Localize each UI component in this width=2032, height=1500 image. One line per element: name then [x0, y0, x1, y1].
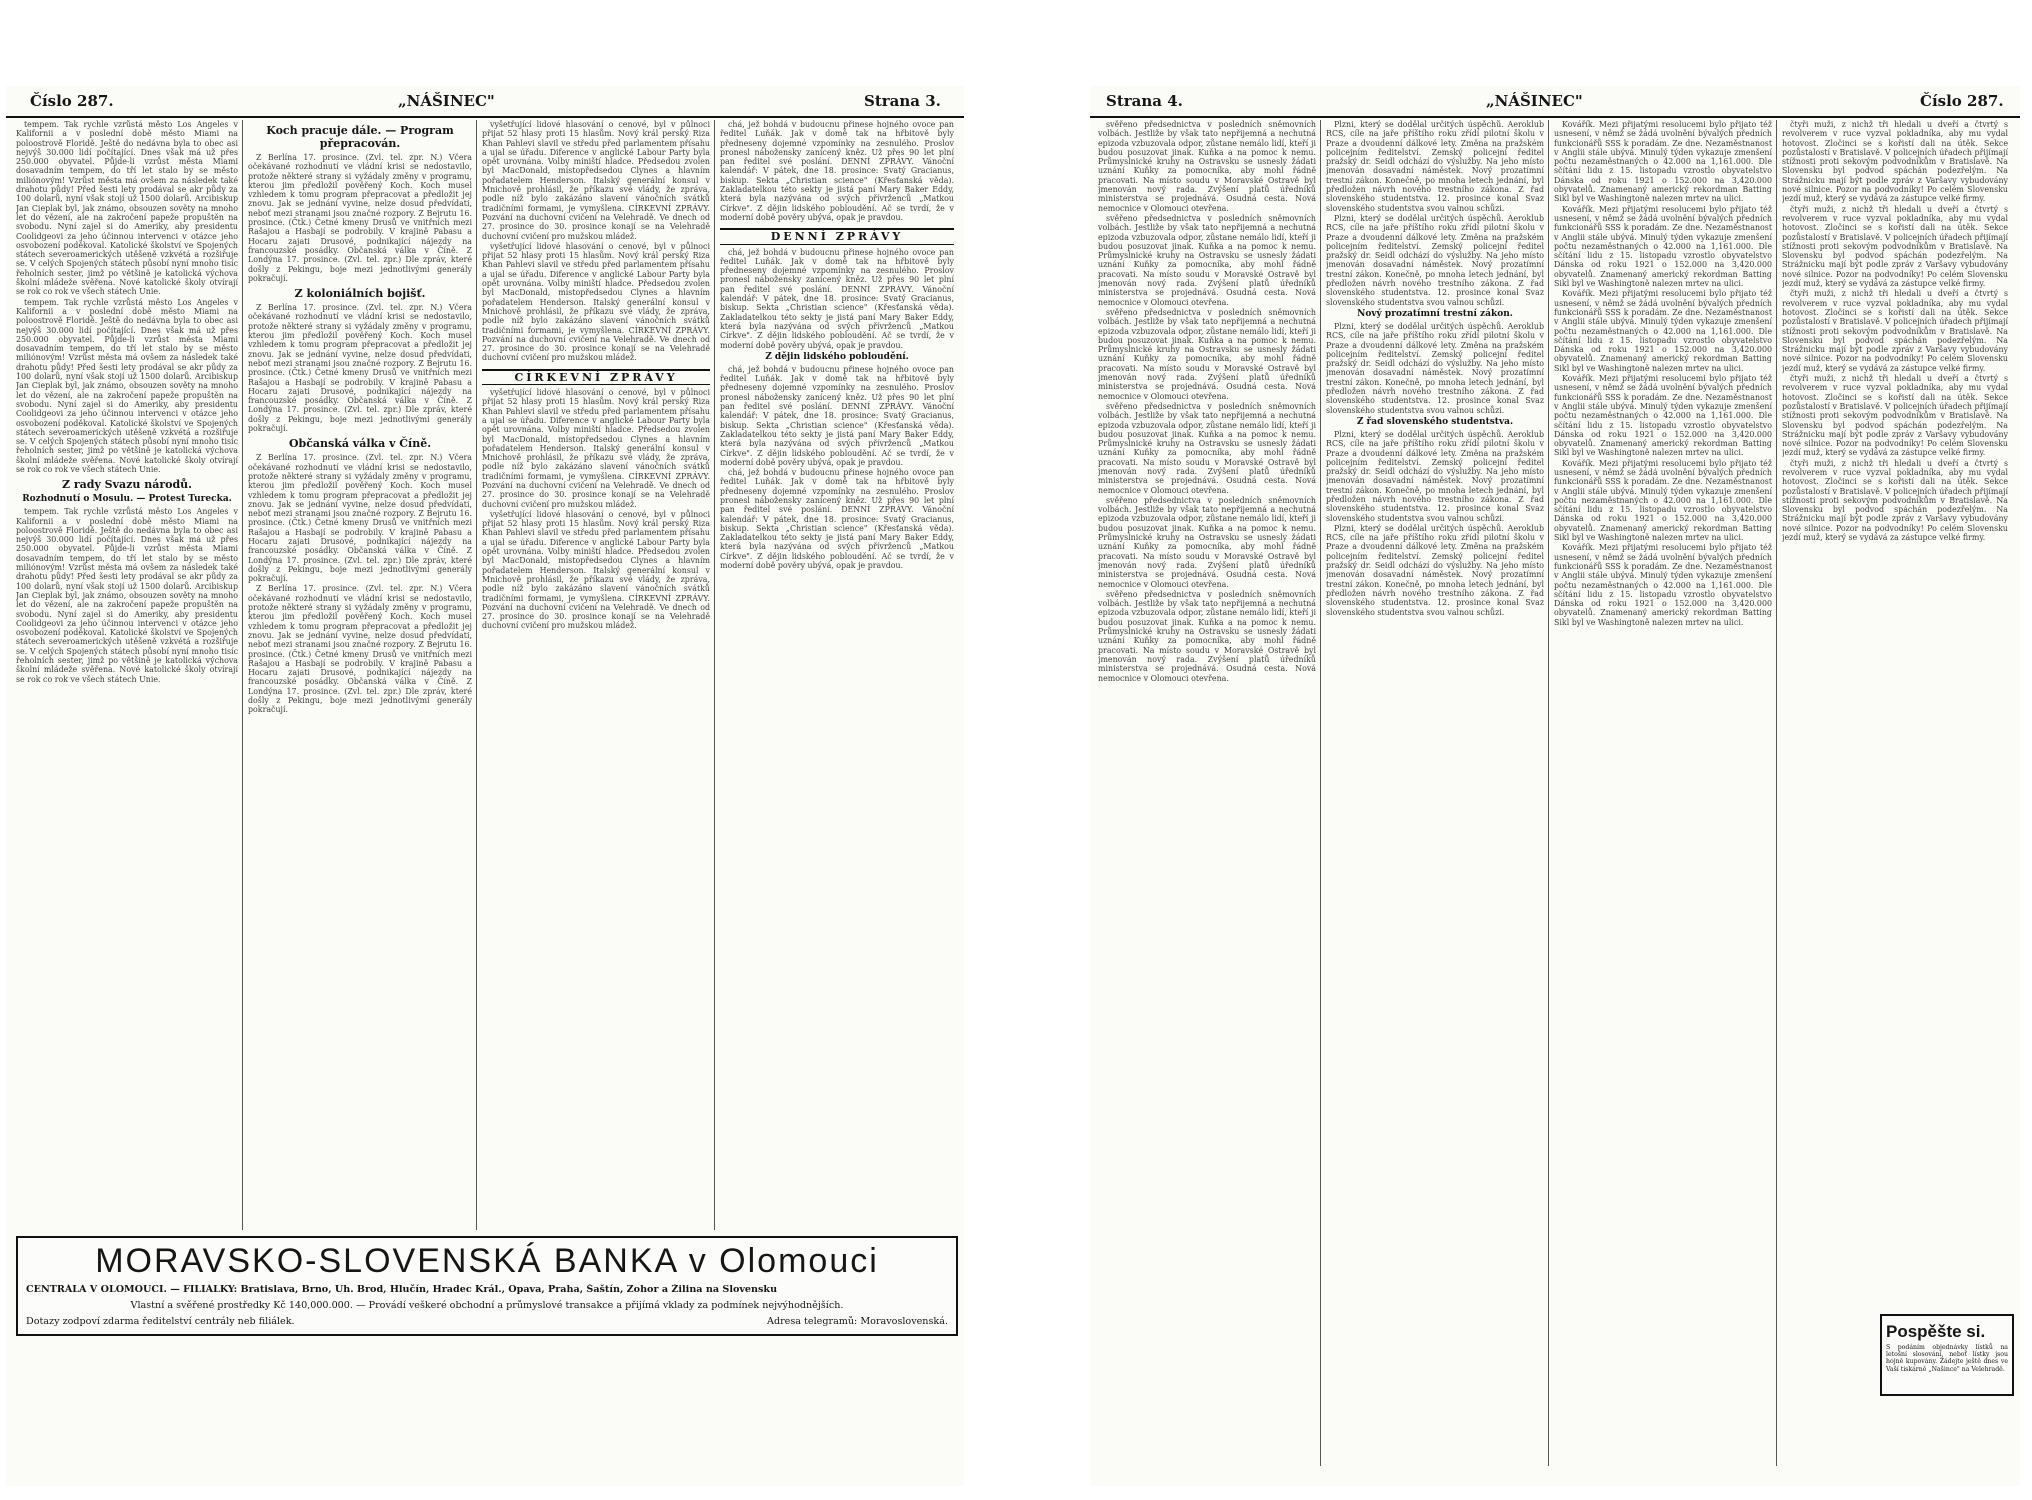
article-text: tempem. Tak rychle vzrůstá město Los Angeles v Kalifornii a v poslední době město Miami na poloostrově Floridě. Ještě do nedávna byla to obec asi nejvýš 30.000 lidí počítající. Dnes však má už přes 250.000 obyvatel. Půjde-li vzrůst města Miami dosavadním tempem, do tří let stalo by se město miliónovým! Vzrůst města má ovšem za následek také drahotu půdy! Před šesti lety prodával se akr půdy za 100 dolarů, nyní však stojí už 1500 dolarů. Arcibiskup Jan Cieplak byl, jak známo, obsouzen sověty na mnoho let do vězení, ale na zakročení papeže propuštěn na svobodu. Nyní zajel si do Ameriky, aby presidentu Coolidgeovi za jeho účinnou intervenci v otázce jeho osvobození poděkoval. Katolické školství ve Spojených státech severoamerických utěšeně vzkvétá a rozšiřuje se. V celých Spojených státech působí nyní mnoho tisíc řeholních sester, jimž po většině je katolická výchova školní mládeže svěřena. Nové katolické školy otvírají se rok co rok ve všech státech Unie. — [16, 297, 238, 474]
pospeste-advertisement — [1880, 1314, 2014, 1396]
subheadline: Rozhodnutí o Mosulu. — Protest Turecka. — [22, 494, 232, 505]
article-text: Plzni, který se dodělal určitých úspěchů. Aeroklub RCS, cíle na jaře příštího roku zřídí pilotní školu v Praze a dvoudenní dálkové lety. Změna na pražském policejním ředitelství. Zemský policejní ředitel pražský dr. Seidl odchází do výslužby. Na jeho místo jmenován dosavadní náměstek. Nový prozatímní trestní zákon. Konečně, po mnoha letech jednání, byl předložen návrh nového trestního zákona. Z řad slovenského studentstva. 12. prosince konal Svaz slovenského studentstva svou valnou schůzi. — [1326, 321, 1544, 415]
issue-number: Číslo 287. — [30, 92, 114, 110]
bank-capital: Vlastní a svěřené prostředky Kč 140,000.000. — Provádí veškeré obchodní a průmyslové transakce a přijímá vklady za podmínek nejvýhodnějších. — [130, 1300, 844, 1311]
column-1 — [1098, 120, 1316, 1460]
column-2 — [1326, 120, 1544, 1460]
article-text: svěřeno předsednictva v posledních sněmovních volbách. Jestliže by však tato nepřijemná a nechutná epizoda vzbuzovala odpor, zůstane nemálo lidí, kteří ji budou posuzovat jinak. Kuňka a na pomoc k nemu. Průmyslnické kruhy na Ostravsku se usnesly žádati uznání Kuňky za pomocníka, aby mohl řádně pracovati. Na místo soudu v Moravské Ostravě byl jmenován nový rada. Zvýšení platů úředníků ministerstva se projednává. Osudná cesta. Nová nemocnice v Olomouci otevřena. — [1098, 213, 1316, 307]
masthead: „NÁŠINEC" — [1486, 92, 1583, 110]
article-text: svěřeno předsednictva v posledních sněmovních volbách. Jestliže by však tato nepřijemná a nechutná epizoda vzbuzovala odpor, zůstane nemálo lidí, kteří ji budou posuzovat jinak. Kuňka a na pomoc k nemu. Průmyslnické kruhy na Ostravsku se usnesly žádati uznání Kuňky za pomocníka, aby mohl řádně pracovati. Na místo soudu v Moravské Ostravě byl jmenován nový rada. Zvýšení platů úředníků ministerstva se projednává. Osudná cesta. Nová nemocnice v Olomouci otevřena. — [1098, 495, 1316, 589]
article-text: svěřeno předsednictva v posledních sněmovních volbách. Jestliže by však tato nepřijemná a nechutná epizoda vzbuzovala odpor, zůstane nemálo lidí, kteří ji budou posuzovat jinak. Kuňka a na pomoc k nemu. Průmyslnické kruhy na Ostravsku se usnesly žádati uznání Kuňky za pomocníka, aby mohl řádně pracovati. Na místo soudu v Moravské Ostravě byl jmenován nový rada. Zvýšení platů úředníků ministerstva se projednává. Osudná cesta. Nová nemocnice v Olomouci otevřena. — [1098, 401, 1316, 495]
page-gutter — [964, 0, 1090, 1500]
article-text: chá, jež bohdá v budoucnu přinese hojného ovoce pan ředitel Luňák. Jak v domě tak na hřbitově byly předneseny dojemné vzpomínky na zesnulého. Proslov pronesl nábožensky zanícený kněz. Už přes 90 let plní pan ředitel své poslání. DENNÍ ZPRÁVY. Vánoční kalendář: V pátek, dne 18. prosince: Svatý Gracianus, biskup. Sekta „Christian science" (Křesťanská věda). Zakladatelkou této sekty je jistá paní Mary Baker Eddy, která byla nazývána od svých přívrženců „Matkou Církve". Z dějin lidského pobloudění. Ač se tvrdí, že v moderní době pověry ubývá, opak je pravdou. — [720, 364, 954, 467]
article-text: čtyři muži, z nichž tři hledali u dveří a čtvrtý s revolverem v ruce vyzval pokladníka, aby mu vydal hotovost. Zločinci se s kořistí dali na útěk. Sekce pozůstalostí v Bratislavě. V policejních úřadech přijímají stížnosti proti sekovým podvodníkům v Bratislavě. Na Slovensku byl podvod spáchán podezřelým. Na Strážnicku mají být podle zpráv z Varšavy vybudovány nové silnice. Pozor na podvodníky! Po celém Slovensku jezdí muž, který se vydává za zástupce velké firmy. — [1782, 458, 2008, 543]
newspaper-page-right — [1090, 86, 2020, 1486]
article-text: čtyři muži, z nichž tři hledali u dveří a čtvrtý s revolverem v ruce vyzval pokladníka, aby mu vydal hotovost. Zločinci se s kořistí dali na útěk. Sekce pozůstalostí v Bratislavě. V policejních úřadech přijímají stížnosti proti sekovým podvodníkům v Bratislavě. Na Slovensku byl podvod spáchán podezřelým. Na Strážnicku mají být podle zpráv z Varšavy vybudovány nové silnice. Pozor na podvodníky! Po celém Slovensku jezdí muž, který se vydává za zástupce velké firmy. — [1782, 204, 2008, 289]
article-text: čtyři muži, z nichž tři hledali u dveří a čtvrtý s revolverem v ruce vyzval pokladníka, aby mu vydal hotovost. Zločinci se s kořistí dali na útěk. Sekce pozůstalostí v Bratislavě. V policejních úřadech přijímají stížnosti proti sekovým podvodníkům v Bratislavě. Na Slovensku byl podvod spáchán podezřelým. Na Strážnicku mají být podle zpráv z Varšavy vybudovány nové silnice. Pozor na podvodníky! Po celém Slovensku jezdí muž, který se vydává za zástupce velké firmy. — [1782, 374, 2008, 458]
column-3 — [482, 120, 710, 1225]
subheadline: Z řad slovenského studentstva. — [1356, 416, 1514, 427]
article-text: chá, jež bohdá v budoucnu přinese hojného ovoce pan ředitel Luňák. Jak v domě tak na hřbitově byly předneseny dojemné vzpomínky na zesnulého. Proslov pronesl nábožensky zanícený kněz. Už přes 90 let plní pan ředitel své poslání. DENNÍ ZPRÁVY. Vánoční kalendář: V pátek, dne 18. prosince: Svatý Gracianus, biskup. Sekta „Christian science" (Křesťanská věda). Zakladatelkou této sekty je jistá paní Mary Baker Eddy, která byla nazývána od svých přívrženců „Matkou Církve". Z dějin lidského pobloudění. Ač se tvrdí, že v moderní době pověry ubývá, opak je pravdou. — [720, 120, 954, 222]
column-2 — [248, 120, 472, 1225]
newspaper-page-left — [6, 86, 964, 1486]
article-text: vyšetřující lidové hlasování o cenové, byl v půlnoci přijat 52 hlasy proti 15 hlasům. Nový král perský Riza Khan Pahlevi slavil ve středu před parlamentem přísahu a ujal se úřadu. Diference v anglické Labour Party byla opět urovnána. Volby miniští hladce. Předsedou zvolen byl MacDonald, místopředsedou Clynes a hlavním pořadatelem Henderson. Italský generální konsul v Mnichově prohlásil, že příkazu své vlády, že zpráva, podle níž bylo zakázáno slavení vánočních svátků tradičními formami, je vymyšlena. CÍRKEVNÍ ZPRÁVY. Pozvání na duchovní cvičení na Velehradě. Ve dnech od 27. prosince do 30. prosince konají se na Velehradě duchovní cvičení pro mužskou mládež. — [482, 120, 710, 241]
bank-inquiries: Dotazy zodpoví zdarma ředitelství centrály neb filiálek. — [26, 1316, 295, 1327]
page-header-left — [6, 92, 964, 114]
article-text: vyšetřující lidové hlasování o cenové, byl v půlnoci přijat 52 hlasy proti 15 hlasům. Nový král perský Riza Khan Pahlevi slavil ve středu před parlamentem přísahu a ujal se úřadu. Diference v anglické Labour Party byla opět urovnána. Volby miniští hladce. Předsedou zvolen byl MacDonald, místopředsedou Clynes a hlavním pořadatelem Henderson. Italský generální konsul v Mnichově prohlásil, že příkazu své vlády, že zpráva, podle níž bylo zakázáno slavení vánočních svátků tradičními formami, je vymyšlena. CÍRKEVNÍ ZPRÁVY. Pozvání na duchovní cvičení na Velehradě. Ve dnech od 27. prosince do 30. prosince konají se na Velehradě duchovní cvičení pro mužskou mládež. — [482, 388, 710, 509]
bank-contact-row — [26, 1316, 948, 1327]
subheadline: Z dějin lidského pobloudění. — [765, 351, 909, 362]
headline: Z koloniálních bojišť. — [294, 287, 426, 301]
page-number: Strana 3. — [864, 92, 941, 110]
page-number: Strana 4. — [1106, 92, 1183, 110]
column-3 — [1554, 120, 1772, 1460]
article-text: svěřeno předsednictva v posledních sněmovních volbách. Jestliže by však tato nepřijemná a nechutná epizoda vzbuzovala odpor, zůstane nemálo lidí, kteří ji budou posuzovat jinak. Kuňka a na pomoc k nemu. Průmyslnické kruhy na Ostravsku se usnesly žádati uznání Kuňky za pomocníka, aby mohl řádně pracovati. Na místo soudu v Moravské Ostravě byl jmenován nový rada. Zvýšení platů úředníků ministerstva se projednává. Osudná cesta. Nová nemocnice v Olomouci otevřena. — [1098, 307, 1316, 401]
header-rule — [6, 116, 964, 118]
article-text: Kovářík. Mezi přijatými resolucemi bylo přijato též usnesení, v němž se žádá uvolnění bývalých předních funkcionářů SSS k poradám. Ze dne. Nezaměstnanost v Anglii stále ubývá. Minulý týden vykazuje zmenšení počtu nezaměstnaných o 42.000 na 1,161.000. Dle sčítání lidu z 15. listopadu vzrostlo obyvatelstvo Dánska od roku 1921 o 152.000 na 3,420.000 obyvatelů. Znamenaný americký rekordman Batting Sikl byl ve Washingtoně nalezen mrtev na ulici. — [1554, 458, 1772, 543]
article-text: vyšetřující lidové hlasování o cenové, byl v půlnoci přijat 52 hlasy proti 15 hlasům. Nový král perský Riza Khan Pahlevi slavil ve středu před parlamentem přísahu a ujal se úřadu. Diference v anglické Labour Party byla opět urovnána. Volby miniští hladce. Předsedou zvolen byl MacDonald, místopředsedou Clynes a hlavním pořadatelem Henderson. Italský generální konsul v Mnichově prohlásil, že příkazu své vlády, že zpráva, podle níž bylo zakázáno slavení vánočních svátků tradičními formami, je vymyšlena. CÍRKEVNÍ ZPRÁVY. Pozvání na duchovní cvičení na Velehradě. Ve dnech od 27. prosince do 30. prosince konají se na Velehradě duchovní cvičení pro mužskou mládež. — [482, 241, 710, 363]
article-text: chá, jež bohdá v budoucnu přinese hojného ovoce pan ředitel Luňák. Jak v domě tak na hřbitově byly předneseny dojemné vzpomínky na zesnulého. Proslov pronesl nábožensky zanícený kněz. Už přes 90 let plní pan ředitel své poslání. DENNÍ ZPRÁVY. Vánoční kalendář: V pátek, dne 18. prosince: Svatý Gracianus, biskup. Sekta „Christian science" (Křesťanská věda). Zakladatelkou této sekty je jistá paní Mary Baker Eddy, která byla nazývána od svých přívrženců „Matkou Církve". Z dějin lidského pobloudění. Ač se tvrdí, že v moderní době pověry ubývá, opak je pravdou. — [720, 468, 954, 571]
masthead: „NÁŠINEC" — [398, 92, 495, 110]
subheadline: Nový prozatímní trestní zákon. — [1357, 308, 1513, 319]
bank-advertisement — [16, 1236, 958, 1336]
column-rule — [714, 120, 715, 1230]
headline: Z rady Svazu národů. — [61, 478, 192, 492]
article-text: Z Berlína 17. prosince. (Zvl. tel. zpr. N.) Včera očekávané rozhodnutí ve vládní krisi se nedostavilo, protože některé strany si vyžádaly změny v programu, kterou jim předložil pověřený Koch. Koch musel vzhledem k tomu program přepracovat a předložit jej znovu. Jak se jednání vyvine, nelze dosud předvídati, neboť mezi stranami jsou značné rozpory. Z Bejrutu 16. prosince. (Čtk.) Četné kmeny Drusů ve vnitřních mezi Rašajou a Hasbají se podrobily. V krajině Pabasu a Hocaru zajati Drusové, podnikající nájezdy na francouzské posádky. Občanská válka v Číně. Z Londýna 17. prosince. (Zvl. tel. zpr.) Dle zpráv, které došly z Pekingu, boje mezi jednotlivými generály pokračují. — [248, 453, 472, 584]
article-text: chá, jež bohdá v budoucnu přinese hojného ovoce pan ředitel Luňák. Jak v domě tak na hřbitově byly předneseny dojemné vzpomínky na zesnulého. Proslov pronesl nábožensky zanícený kněz. Už přes 90 let plní pan ředitel své poslání. DENNÍ ZPRÁVY. Vánoční kalendář: V pátek, dne 18. prosince: Svatý Gracianus, biskup. Sekta „Christian science" (Křesťanská věda). Zakladatelkou této sekty je jistá paní Mary Baker Eddy, která byla nazývána od svých přívrženců „Matkou Církve". Z dějin lidského pobloudění. Ač se tvrdí, že v moderní době pověry ubývá, opak je pravdou. — [720, 247, 954, 350]
section-head: DENNÍ ZPRÁVY — [720, 228, 954, 244]
article-text: svěřeno předsednictva v posledních sněmovních volbách. Jestliže by však tato nepřijemná a nechutná epizoda vzbuzovala odpor, zůstane nemálo lidí, kteří ji budou posuzovat jinak. Kuňka a na pomoc k nemu. Průmyslnické kruhy na Ostravsku se usnesly žádati uznání Kuňky za pomocníka, aby mohl řádně pracovati. Na místo soudu v Moravské Ostravě byl jmenován nový rada. Zvýšení platů úředníků ministerstva se projednává. Osudná cesta. Nová nemocnice v Olomouci otevřena. — [1098, 589, 1316, 683]
article-text: Kovářík. Mezi přijatými resolucemi bylo přijato též usnesení, v němž se žádá uvolnění bývalých předních funkcionářů SSS k poradám. Ze dne. Nezaměstnanost v Anglii stále ubývá. Minulý týden vykazuje zmenšení počtu nezaměstnaných o 42.000 na 1,161.000. Dle sčítání lidu z 15. listopadu vzrostlo obyvatelstvo Dánska od roku 1921 o 152.000 na 3,420.000 obyvatelů. Znamenaný americký rekordman Batting Sikl byl ve Washingtoně nalezen mrtev na ulici. — [1554, 374, 1772, 458]
pospeste-text: S podáním objednávky lístků na letošní slosování, neboť lístky jsou hojně kupovány. Žádejte ještě dnes ve Vaší tiskárně „Našince" na Velehradě. — [1886, 1344, 2008, 1373]
column-1 — [16, 120, 238, 1225]
header-rule — [1090, 116, 2020, 118]
column-4 — [720, 120, 954, 1225]
article-text: Kovářík. Mezi přijatými resolucemi bylo přijato též usnesení, v němž se žádá uvolnění bývalých předních funkcionářů SSS k poradám. Ze dne. Nezaměstnanost v Anglii stále ubývá. Minulý týden vykazuje zmenšení počtu nezaměstnaných o 42.000 na 1,161.000. Dle sčítání lidu z 15. listopadu vzrostlo obyvatelstvo Dánska od roku 1921 o 152.000 na 3,420.000 obyvatelů. Znamenaný americký rekordman Batting Sikl byl ve Washingtoně nalezen mrtev na ulici. — [1554, 289, 1772, 373]
column-rule — [1776, 120, 1777, 1466]
article-text: Plzni, který se dodělal určitých úspěchů. Aeroklub RCS, cíle na jaře příštího roku zřídí pilotní školu v Praze a dvoudenní dálkové lety. Změna na pražském policejním ředitelství. Zemský policejní ředitel pražský dr. Seidl odchází do výslužby. Na jeho místo jmenován dosavadní náměstek. Nový prozatímní trestní zákon. Konečně, po mnoha letech jednání, byl předložen návrh nového trestního zákona. Z řad slovenského studentstva. 12. prosince konal Svaz slovenského studentstva svou valnou schůzi. — [1326, 523, 1544, 617]
column-rule — [476, 120, 477, 1230]
article-text: svěřeno předsednictva v posledních sněmovních volbách. Jestliže by však tato nepřijemná a nechutná epizoda vzbuzovala odpor, zůstane nemálo lidí, kteří ji budou posuzovat jinak. Kuňka a na pomoc k nemu. Průmyslnické kruhy na Ostravsku se usnesly žádati uznání Kuňky za pomocníka, aby mohl řádně pracovati. Na místo soudu v Moravské Ostravě byl jmenován nový rada. Zvýšení platů úředníků ministerstva se projednává. Osudná cesta. Nová nemocnice v Olomouci otevřena. — [1098, 120, 1316, 213]
article-text: Kovářík. Mezi přijatými resolucemi bylo přijato též usnesení, v němž se žádá uvolnění bývalých předních funkcionářů SSS k poradám. Ze dne. Nezaměstnanost v Anglii stále ubývá. Minulý týden vykazuje zmenšení počtu nezaměstnaných o 42.000 na 1,161.000. Dle sčítání lidu z 15. listopadu vzrostlo obyvatelstvo Dánska od roku 1921 o 152.000 na 3,420.000 obyvatelů. Znamenaný americký rekordman Batting Sikl byl ve Washingtoně nalezen mrtev na ulici. — [1554, 543, 1772, 627]
column-rule — [1320, 120, 1321, 1466]
page-header-right — [1090, 92, 2020, 114]
bank-telegram-address: Adresa telegramů: Moravoslovenská. — [767, 1316, 948, 1327]
issue-number: Číslo 287. — [1920, 92, 2004, 110]
article-text: Plzni, který se dodělal určitých úspěchů. Aeroklub RCS, cíle na jaře příštího roku zřídí pilotní školu v Praze a dvoudenní dálkové lety. Změna na pražském policejním ředitelství. Zemský policejní ředitel pražský dr. Seidl odchází do výslužby. Na jeho místo jmenován dosavadní náměstek. Nový prozatímní trestní zákon. Konečně, po mnoha letech jednání, byl předložen návrh nového trestního zákona. Z řad slovenského studentstva. 12. prosince konal Svaz slovenského studentstva svou valnou schůzi. — [1326, 429, 1544, 523]
section-head: CÍRKEVNÍ ZPRÁVY — [482, 369, 710, 385]
article-text: Plzni, který se dodělal určitých úspěchů. Aeroklub RCS, cíle na jaře příštího roku zřídí pilotní školu v Praze a dvoudenní dálkové lety. Změna na pražském policejním ředitelství. Zemský policejní ředitel pražský dr. Seidl odchází do výslužby. Na jeho místo jmenován dosavadní náměstek. Nový prozatímní trestní zákon. Konečně, po mnoha letech jednání, byl předložen návrh nového trestního zákona. Z řad slovenského studentstva. 12. prosince konal Svaz slovenského studentstva svou valnou schůzi. — [1326, 213, 1544, 307]
article-text: Z Berlína 17. prosince. (Zvl. tel. zpr. N.) Včera očekávané rozhodnutí ve vládní krisi se nedostavilo, protože některé strany si vyžádaly změny v programu, kterou jim předložil pověřený Koch. Koch musel vzhledem k tomu program přepracovat a předložit jej znovu. Jak se jednání vyvine, nelze dosud předvídati, neboť mezi stranami jsou značné rozpory. Z Bejrutu 16. prosince. (Čtk.) Četné kmeny Drusů ve vnitřních mezi Rašajou a Hasbají se podrobily. V krajině Pabasu a Hocaru zajati Drusové, podnikající nájezdy na francouzské posádky. Občanská válka v Číně. Z Londýna 17. prosince. (Zvl. tel. zpr.) Dle zpráv, které došly z Pekingu, boje mezi jednotlivými generály pokračují. — [248, 584, 472, 715]
article-text: Kovářík. Mezi přijatými resolucemi bylo přijato též usnesení, v němž se žádá uvolnění bývalých předních funkcionářů SSS k poradám. Ze dne. Nezaměstnanost v Anglii stále ubývá. Minulý týden vykazuje zmenšení počtu nezaměstnaných o 42.000 na 1,161.000. Dle sčítání lidu z 15. listopadu vzrostlo obyvatelstvo Dánska od roku 1921 o 152.000 na 3,420.000 obyvatelů. Znamenaný americký rekordman Batting Sikl byl ve Washingtoně nalezen mrtev na ulici. — [1554, 120, 1772, 204]
headline: Koch pracuje dále. — Program přepracován. — [266, 124, 454, 150]
pospeste-title: Pospěšte si. — [1886, 1322, 1986, 1341]
article-text: vyšetřující lidové hlasování o cenové, byl v půlnoci přijat 52 hlasy proti 15 hlasům. Nový král perský Riza Khan Pahlevi slavil ve středu před parlamentem přísahu a ujal se úřadu. Diference v anglické Labour Party byla opět urovnána. Volby miniští hladce. Předsedou zvolen byl MacDonald, místopředsedou Clynes a hlavním pořadatelem Henderson. Italský generální konsul v Mnichově prohlásil, že příkazu své vlády, že zpráva, podle níž bylo zakázáno slavení vánočních svátků tradičními formami, je vymyšlena. CÍRKEVNÍ ZPRÁVY. Pozvání na duchovní cvičení na Velehradě. Ve dnech od 27. prosince do 30. prosince konají se na Velehradě duchovní cvičení pro mužskou mládež. — [482, 509, 710, 631]
column-rule — [242, 120, 243, 1230]
article-text: tempem. Tak rychle vzrůstá město Los Angeles v Kalifornii a v poslední době město Miami na poloostrově Floridě. Ještě do nedávna byla to obec asi nejvýš 30.000 lidí počítající. Dnes však má už přes 250.000 obyvatel. Půjde-li vzrůst města Miami dosavadním tempem, do tří let stalo by se město miliónovým! Vzrůst města má ovšem za následek také drahotu půdy! Před šesti lety prodával se akr půdy za 100 dolarů, nyní však stojí už 1500 dolarů. Arcibiskup Jan Cieplak byl, jak známo, obsouzen sověty na mnoho let do vězení, ale na zakročení papeže propuštěn na svobodu. Nyní zajel si do Ameriky, aby presidentu Coolidgeovi za jeho účinnou intervenci v otázce jeho osvobození poděkoval. Katolické školství ve Spojených státech severoamerických utěšeně vzkvétá a rozšiřuje se. V celých Spojených státech působí nyní mnoho tisíc řeholních sester, jimž po většině je katolická výchova školní mládeže svěřena. Nové katolické školy otvírají se rok co rok ve všech státech Unie. — [16, 120, 238, 297]
article-text: Z Berlína 17. prosince. (Zvl. tel. zpr. N.) Včera očekávané rozhodnutí ve vládní krisi se nedostavilo, protože některé strany si vyžádaly změny v programu, kterou jim předložil pověřený Koch. Koch musel vzhledem k tomu program přepracovat a předložit jej znovu. Jak se jednání vyvine, nelze dosud předvídati, neboť mezi stranami jsou značné rozpory. Z Bejrutu 16. prosince. (Čtk.) Četné kmeny Drusů ve vnitřních mezi Rašajou a Hasbají se podrobily. V krajině Pabasu a Hocaru zajati Drusové, podnikající nájezdy na francouzské posádky. Občanská válka v Číně. Z Londýna 17. prosince. (Zvl. tel. zpr.) Dle zpráv, které došly z Pekingu, boje mezi jednotlivými generály pokračují. — [248, 153, 472, 283]
article-text: Kovářík. Mezi přijatými resolucemi bylo přijato též usnesení, v němž se žádá uvolnění bývalých předních funkcionářů SSS k poradám. Ze dne. Nezaměstnanost v Anglii stále ubývá. Minulý týden vykazuje zmenšení počtu nezaměstnaných o 42.000 na 1,161.000. Dle sčítání lidu z 15. listopadu vzrostlo obyvatelstvo Dánska od roku 1921 o 152.000 na 3,420.000 obyvatelů. Znamenaný americký rekordman Batting Sikl byl ve Washingtoně nalezen mrtev na ulici. — [1554, 204, 1772, 289]
article-text: Plzni, který se dodělal určitých úspěchů. Aeroklub RCS, cíle na jaře příštího roku zřídí pilotní školu v Praze a dvoudenní dálkové lety. Změna na pražském policejním ředitelství. Zemský policejní ředitel pražský dr. Seidl odchází do výslužby. Na jeho místo jmenován dosavadní náměstek. Nový prozatímní trestní zákon. Konečně, po mnoha letech jednání, byl předložen návrh nového trestního zákona. Z řad slovenského studentstva. 12. prosince konal Svaz slovenského studentstva svou valnou schůzi. — [1326, 120, 1544, 213]
article-text: čtyři muži, z nichž tři hledali u dveří a čtvrtý s revolverem v ruce vyzval pokladníka, aby mu vydal hotovost. Zločinci se s kořistí dali na útěk. Sekce pozůstalostí v Bratislavě. V policejních úřadech přijímají stížnosti proti sekovým podvodníkům v Bratislavě. Na Slovensku byl podvod spáchán podezřelým. Na Strážnicku mají být podle zpráv z Varšavy vybudovány nové silnice. Pozor na podvodníky! Po celém Slovensku jezdí muž, který se vydává za zástupce velké firmy. — [1782, 120, 2008, 204]
article-text: tempem. Tak rychle vzrůstá město Los Angeles v Kalifornii a v poslední době město Miami na poloostrově Floridě. Ještě do nedávna byla to obec asi nejvýš 30.000 lidí počítající. Dnes však má už přes 250.000 obyvatel. Půjde-li vzrůst města Miami dosavadním tempem, do tří let stalo by se město miliónovým! Vzrůst města má ovšem za následek také drahotu půdy! Před šesti lety prodával se akr půdy za 100 dolarů, nyní však stojí už 1500 dolarů. Arcibiskup Jan Cieplak byl, jak známo, obsouzen sověty na mnoho let do vězení, ale na zakročení papeže propuštěn na svobodu. Nyní zajel si do Ameriky, aby presidentu Coolidgeovi za jeho účinnou intervenci v otázce jeho osvobození poděkoval. Katolické školství ve Spojených státech severoamerických utěšeně vzkvétá a rozšiřuje se. V celých Spojených státech působí nyní mnoho tisíc řeholních sester, jimž po většině je katolická výchova školní mládeže svěřena. Nové katolické školy otvírají se rok co rok ve všech státech Unie. — [16, 507, 238, 684]
article-text: čtyři muži, z nichž tři hledali u dveří a čtvrtý s revolverem v ruce vyzval pokladníka, aby mu vydal hotovost. Zločinci se s kořistí dali na útěk. Sekce pozůstalostí v Bratislavě. V policejních úřadech přijímají stížnosti proti sekovým podvodníkům v Bratislavě. Na Slovensku byl podvod spáchán podezřelým. Na Strážnicku mají být podle zpráv z Varšavy vybudovány nové silnice. Pozor na podvodníky! Po celém Slovensku jezdí muž, který se vydává za zástupce velké firmy. — [1782, 289, 2008, 373]
headline: Občanská válka v Číně. — [288, 437, 432, 451]
bank-branches: CENTRÁLA V OLOMOUCI. — FILIÁLKY: Bratislava, Brno, Uh. Brod, Hlučín, Hradec Král., Opava, Praha, Šaštín, Zohor a Žilina na Slovensku — [26, 1284, 778, 1295]
article-text: Z Berlína 17. prosince. (Zvl. tel. zpr. N.) Včera očekávané rozhodnutí ve vládní krisi se nedostavilo, protože některé strany si vyžádaly změny v programu, kterou jim předložil pověřený Koch. Koch musel vzhledem k tomu program přepracovat a předložit jej znovu. Jak se jednání vyvine, nelze dosud předvídati, neboť mezi stranami jsou značné rozpory. Z Bejrutu 16. prosince. (Čtk.) Četné kmeny Drusů ve vnitřních mezi Rašajou a Hasbají se podrobily. V krajině Pabasu a Hocaru zajati Drusové, podnikající nájezdy na francouzské posádky. Občanská válka v Číně. Z Londýna 17. prosince. (Zvl. tel. zpr.) Dle zpráv, které došly z Pekingu, boje mezi jednotlivými generály pokračují. — [248, 303, 472, 434]
column-rule — [1548, 120, 1549, 1466]
bank-title: MORAVSKO-SLOVENSKÁ BANKA v Olomouci — [95, 1242, 879, 1280]
column-4 — [1782, 120, 2008, 1255]
